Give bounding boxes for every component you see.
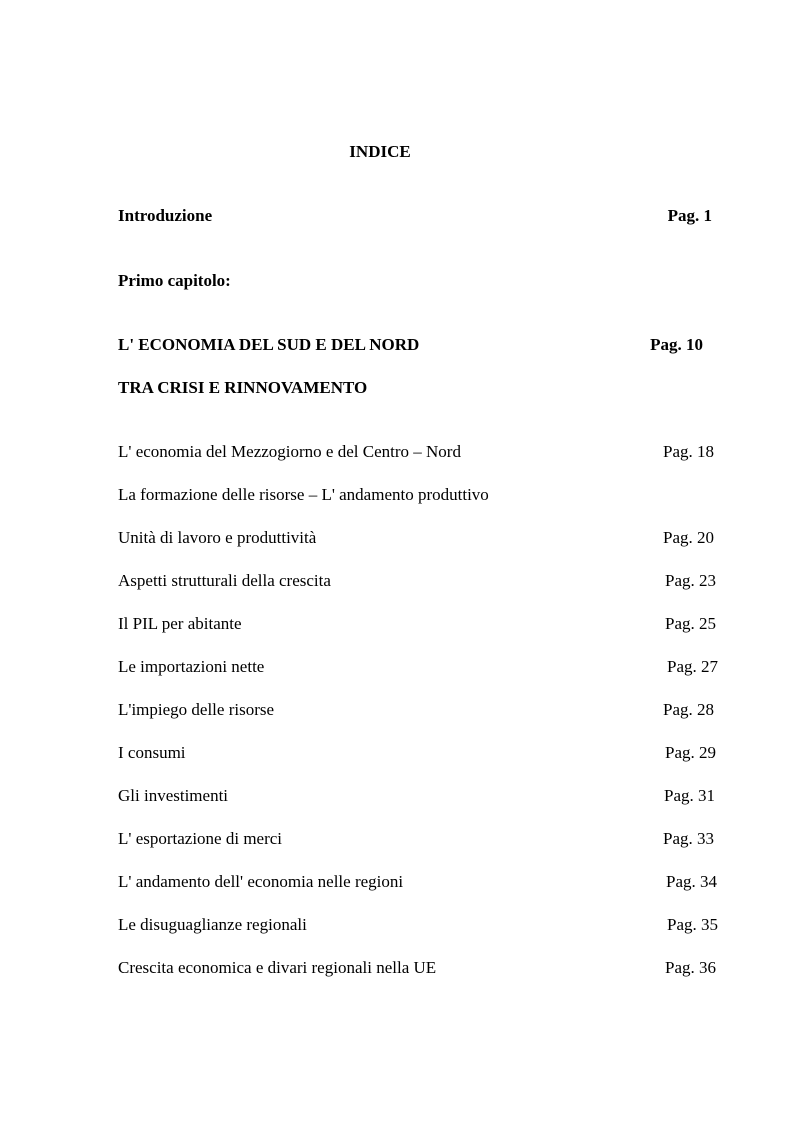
chapter-title-line-2: TRA CRISI E RINNOVAMENTO [118, 378, 368, 397]
toc-entry-label: L' esportazione di merci [118, 829, 283, 848]
toc-entry-page: Pag. 29 [665, 743, 716, 762]
toc-entry-page: Pag. 36 [665, 958, 716, 977]
toc-entry-label: L' economia del Mezzogiorno e del Centro – Nord [118, 442, 461, 461]
toc-introduction-page: Pag. 1 [667, 206, 712, 225]
toc-entry-label: Le disuguaglianze regionali [118, 915, 307, 934]
toc-entry-page: Pag. 23 [665, 571, 716, 590]
toc-entry-page: Pag. 35 [667, 915, 718, 934]
toc-entry-page: Pag. 31 [664, 786, 715, 805]
toc-introduction-label: Introduzione [118, 206, 213, 225]
toc-entry-page: Pag. 28 [663, 700, 714, 719]
toc-entry-label: Unità di lavoro e produttività [118, 528, 317, 547]
toc-entry-label: Le importazioni nette [118, 657, 265, 676]
toc-entry-page: Pag. 25 [665, 614, 716, 633]
toc-entry-page: Pag. 20 [663, 528, 714, 547]
toc-entry-label: Crescita economica e divari regionali nella UE [118, 958, 437, 977]
toc-entry-label: Il PIL per abitante [118, 614, 242, 633]
chapter-page: Pag. 10 [650, 335, 703, 354]
toc-entry-page: Pag. 34 [666, 872, 717, 891]
page-title: INDICE [349, 142, 411, 161]
chapter-heading: Primo capitolo: [118, 271, 231, 290]
toc-entry-label: L' andamento dell' economia nelle regioni [118, 872, 404, 891]
toc-entry-label: Gli investimenti [118, 786, 229, 805]
toc-entry-page: Pag. 27 [667, 657, 718, 676]
toc-entry-page: Pag. 33 [663, 829, 714, 848]
toc-entry-label: I consumi [118, 743, 186, 762]
toc-entry-label: Aspetti strutturali della crescita [118, 571, 331, 590]
toc-entry-page: Pag. 18 [663, 442, 714, 461]
toc-entry-label: L'impiego delle risorse [118, 700, 275, 719]
chapter-title-line-1: L' ECONOMIA DEL SUD E DEL NORD [118, 335, 420, 354]
toc-entry-label: La formazione delle risorse – L' andamento produttivo [118, 485, 489, 504]
